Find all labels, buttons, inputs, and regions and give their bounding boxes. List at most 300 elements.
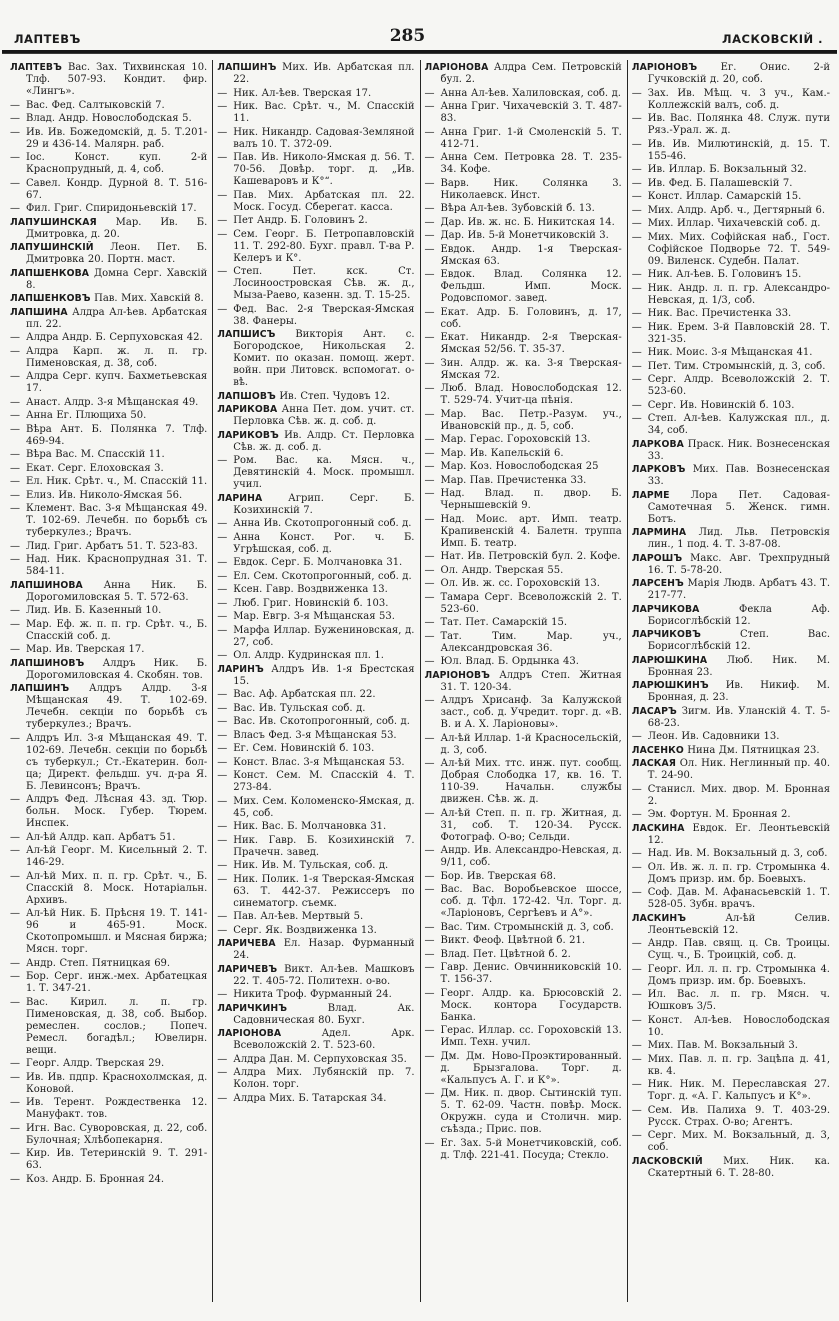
- directory-entry: — Мих. Мих. Софійская наб., Гост. Софійское Подворье 72. Т. 549-09. Виленск. Судебн. Палат.: [631, 231, 830, 267]
- ditto-dash: —: [217, 729, 228, 741]
- directory-entry: — Алдръ Хрисанф. За Калужской заст., соб. д. Учредит. торг. д. «В. В. и А. Х. Ларіоновы».: [424, 695, 622, 730]
- directory-entry: ЛАПШИНЪ Мих. Ив. Арбатская пл. 22.: [217, 62, 415, 85]
- entry-surname: ЛАРЧИКОВА: [631, 603, 700, 615]
- ditto-dash: —: [217, 743, 228, 754]
- entry-surname: ЛАПШИНА: [10, 306, 68, 318]
- ditto-dash: —: [10, 410, 20, 421]
- directory-entry: ЛАСКИНЪ Ал-ѣй Селив. Леонтьевскій 12.: [631, 912, 830, 936]
- directory-entry: — Ник. Полик. 1-я Тверская-Ямская 63. Т. 442-37. Режиссеръ по синематогр. съемк.: [217, 873, 415, 909]
- ditto-dash: —: [10, 996, 20, 1008]
- directory-entry: — Савел. Кондр. Дурной 8. Т. 516-67.: [10, 177, 208, 201]
- ditto-dash: —: [424, 845, 435, 856]
- ditto-dash: —: [631, 347, 642, 358]
- ditto-dash: —: [217, 152, 228, 163]
- ditto-dash: —: [10, 644, 20, 655]
- directory-entry: ЛАРЧИКОВЪ Степ. Вас. Борисоглѣбскій 12.: [631, 629, 830, 652]
- directory-entry: ЛАРИЧЕВЪ Викт. Ал-ѣев. Машковъ 22. Т. 405-72. Политехн. о-во.: [217, 963, 415, 987]
- directory-entry: — Елиз. Ив. Николо-Ямская 56.: [10, 489, 183, 501]
- ditto-dash: —: [424, 87, 435, 99]
- ditto-dash: —: [10, 618, 20, 630]
- directory-entry: — Ник. Ал-ѣев. Тверская 17.: [217, 87, 372, 99]
- entry-surname: ЛАРИНА: [217, 492, 263, 504]
- directory-entry: — Клемент. Вас. 3-я Мѣщанская 49. Т. 102-69. Лечебн. по борьбѣ съ туберкулез.; Врачъ.: [10, 503, 208, 538]
- directory-entry: — Леон. Ив. Садовники 13.: [631, 731, 780, 742]
- directory-entry: — Ив. Ив. Милютинскій, д. 15. Т. 155-46.: [631, 138, 830, 162]
- entry-surname: ЛАРОШЪ: [631, 552, 683, 564]
- ditto-dash: —: [424, 987, 435, 999]
- directory-entry: — Тат. Тим. Мар. уч., Александровская 36.: [424, 630, 622, 654]
- directory-entry: — Ив. Вас. Полянка 48. Служ. пути Ряз.-Урал. ж. д.: [631, 113, 830, 136]
- directory-entry: — Ксен. Гавр. Воздвиженка 13.: [217, 584, 388, 595]
- ditto-dash: —: [10, 831, 20, 843]
- directory-entry: — Станисл. Мих. двор. М. Бронная 2.: [631, 783, 830, 807]
- directory-entry: — Бор. Серг. инж.-мех. Арбатецкая 1. Т. 347-21.: [10, 971, 208, 994]
- directory-entry: — Ал-ѣй Иллар. 1-й Красносельскій, д. 3, соб.: [424, 732, 622, 756]
- directory-entry: ЛАПШИНЪ Алдръ Алдр. 3-я Мѣщанская 49. Т. 102-69. Лечебн. секціи по борьбѣ съ туберкулез.; Врачъ.: [10, 683, 208, 730]
- directory-entry: — Ник. Вас. Срѣт. ч., М. Спасскій 11.: [217, 101, 415, 124]
- directory-entry: — Мих. Алдр. Арб. ч., Дегтярный 6.: [631, 204, 826, 216]
- ditto-dash: —: [10, 605, 20, 616]
- running-head-right: ЛАСКОВСКІЙ .: [722, 32, 823, 46]
- ditto-dash: —: [631, 113, 642, 124]
- directory-entry: — Марфа Иллар. Бужениновская, д. 27, соб.: [217, 624, 415, 648]
- directory-entry: — Ал-ѣй Георг. М. Кисельный 2. Т. 146-29.: [10, 845, 208, 868]
- ditto-dash: —: [217, 821, 228, 832]
- ditto-dash: —: [424, 935, 435, 946]
- ditto-dash: —: [424, 591, 435, 603]
- ditto-dash: —: [631, 177, 642, 189]
- directory-entry: — Дм. Ник. п. двор. Сытинскій туп. 5. Т. 62-09. Частн. повѣр. Моск. Окружн. суда и Столичн. мир. съѣзда.; Прис. пов.: [424, 1088, 622, 1135]
- directory-entry: — Ал-ѣй Алдр. кап. Арбатъ 51.: [10, 831, 176, 843]
- directory-entry: — Сем. Георг. Б. Петропавловскій 11. Т. 292-80. Бухг. правл. Т-ва Р. Келеръ и К°.: [217, 228, 415, 264]
- column-2: [213, 60, 420, 1302]
- directory-entry: — Фед. Вас. 2-я Тверская-Ямская 38. Фанеры.: [217, 303, 415, 327]
- ditto-dash: —: [217, 101, 228, 112]
- ditto-dash: —: [424, 216, 435, 228]
- header-rule: [2, 50, 837, 54]
- ditto-dash: —: [631, 963, 642, 975]
- directory-entry: — Никита Троф. Фурманный 24.: [217, 989, 392, 1000]
- directory-entry: — Вас. Аф. Арбатская пл. 22.: [217, 689, 376, 700]
- ditto-dash: —: [424, 408, 435, 420]
- directory-entry: ЛАРИНЪ Алдръ Ив. 1-я Брестская 15.: [217, 663, 415, 687]
- directory-entry: — Ник. Ерем. 3-й Павловскій 28. Т. 321-35.: [631, 321, 830, 345]
- ditto-dash: —: [631, 887, 642, 898]
- directory-entry: ЛАРКОВЪ Мих. Пав. Вознесенская 33.: [631, 464, 830, 487]
- ditto-dash: —: [217, 770, 228, 781]
- directory-entry: — Ал-ѣй Ник. Б. Прѣсня 19. Т. 141-96 и 465-91. Моск. Скотопромышл. и Мясная биржа; Мясн. торг.: [10, 908, 208, 955]
- directory-entry: — Эм. Фортун. М. Бронная 2.: [631, 809, 791, 820]
- ditto-dash: —: [631, 989, 642, 1000]
- directory-entry: — Над. Ник. Краснопрудная 31. Т. 584-11.: [10, 554, 208, 577]
- ditto-dash: —: [217, 756, 228, 768]
- directory-entry: — Фил. Григ. Спиридоньевскій 17.: [10, 203, 197, 214]
- directory-entry: — Алдръ Фед. Лѣсная 43. зд. Тюр. больн. Моск. Губер. Тюрем. Инспек.: [10, 794, 208, 829]
- directory-entry: — Ник. Вас. Пречистенка 33.: [631, 308, 792, 319]
- directory-entry: — Конст. Влас. 3-я Мѣщанская 53.: [217, 756, 405, 768]
- entry-surname: ЛАПШЕНКОВЪ: [10, 293, 91, 304]
- ditto-dash: —: [217, 215, 228, 226]
- directory-entry: ЛАРИЧЕВА Ел. Назар. Фурманный 24.: [217, 938, 415, 961]
- directory-entry: — Мих. Сем. Коломенско-Ямская, д. 45, соб.: [217, 795, 415, 819]
- directory-entry: — Лид. Ив. Б. Казенный 10.: [10, 605, 162, 616]
- ditto-dash: —: [217, 455, 228, 466]
- directory-entry: — Анна Сем. Петровка 28. Т. 235-34. Кофе.: [424, 152, 622, 175]
- directory-entry: — Пет. Тим. Стромынскій, д. 3, соб.: [631, 360, 826, 372]
- ditto-dash: —: [217, 1053, 228, 1065]
- ditto-dash: —: [217, 228, 228, 240]
- ditto-dash: —: [217, 795, 228, 807]
- directory-entry: — Алдра Мих. Б. Татарская 34.: [217, 1092, 387, 1104]
- ditto-dash: —: [10, 476, 20, 487]
- ditto-dash: —: [10, 503, 20, 514]
- directory-entry: ЛАРЮШКИНА Люб. Ник. М. Бронная 23.: [631, 654, 830, 678]
- ditto-dash: —: [10, 449, 20, 460]
- ditto-dash: —: [10, 177, 20, 189]
- directory-entry: — Ром. Вас. ка. Мясн. ч., Девятинскій 4. Моск. промышл. учил.: [217, 455, 415, 490]
- directory-entry: — Сем. Ив. Палиха 9. Т. 403-29. Русск. Страх. О-во; Агентъ.: [631, 1104, 830, 1128]
- entry-surname: ЛАПШИНОВА: [10, 579, 83, 591]
- entry-surname: ЛАРЮШКИНЪ: [631, 680, 709, 691]
- directory-entry: ЛАРИНА Агрип. Серг. Б. Козихинскій 7.: [217, 492, 415, 516]
- running-head-left: ЛАПТЕВЪ: [14, 32, 81, 46]
- ditto-dash: —: [631, 1079, 642, 1090]
- ditto-dash: —: [631, 138, 642, 150]
- directory-entry: — Мар. Евгр. 3-я Мѣщанская 53.: [217, 611, 395, 622]
- directory-entry: — Степ. Пет. кск. Ст. Лосиноостровская Сѣв. ж. д., Мыза-Раево, казенн. зд. Т. 15-25.: [217, 266, 415, 301]
- ditto-dash: —: [631, 413, 642, 424]
- ditto-dash: —: [10, 489, 20, 501]
- directory-entry: — Мар. Вас. Петр.-Разум. уч., Ивановскій пр., д. 5, соб.: [424, 408, 622, 432]
- directory-entry: — Вас. Тим. Стромынскій д. 3, соб.: [424, 921, 614, 933]
- ditto-dash: —: [424, 884, 435, 895]
- entry-surname: ЛАРИЧЕВА: [217, 938, 276, 949]
- directory-entry: — Екат. Адр. Б. Головинъ, д. 17, соб.: [424, 306, 622, 330]
- ditto-dash: —: [217, 611, 228, 622]
- directory-entry: — Влад. Пет. Цвѣтной б. 2.: [424, 948, 571, 960]
- ditto-dash: —: [10, 554, 20, 565]
- ditto-dash: —: [217, 584, 228, 595]
- entry-surname: ЛАРИКОВЪ: [217, 429, 279, 441]
- directory-entry: — Пав. Ив. Николо-Ямская д. 56. Т. 70-56. Довѣр. торг. д. „Ив. Кашеваровъ и К°“.: [217, 152, 415, 187]
- directory-entry: — Мар. Коз. Новослободская 25: [424, 461, 599, 472]
- column-4: [628, 60, 835, 1302]
- ditto-dash: —: [217, 873, 228, 885]
- ditto-dash: —: [10, 99, 20, 111]
- ditto-dash: —: [217, 303, 228, 315]
- ditto-dash: —: [217, 570, 228, 582]
- directory-entry: — Серг. Мих. М. Вокзальный, д. 3, соб.: [631, 1130, 830, 1153]
- directory-entry: — Нат. Ив. Петровскій бул. 2. Кофе.: [424, 551, 621, 562]
- directory-entry: — Пав. Мих. Арбатская пл. 22. Моск. Госуд. Сберегат. касса.: [217, 189, 415, 213]
- entry-surname: ЛАРІОНОВА: [217, 1028, 282, 1039]
- page-header: [0, 0, 839, 50]
- directory-entry: — Ник. Вас. Б. Молчановка 31.: [217, 821, 387, 832]
- ditto-dash: —: [10, 345, 20, 357]
- entry-surname: ЛАПШИНЪ: [10, 683, 70, 694]
- ditto-dash: —: [631, 1130, 642, 1141]
- directory-entry: — Коз. Андр. Б. Бронная 24.: [10, 1173, 165, 1185]
- entry-surname: ЛАРЧИКОВЪ: [631, 629, 701, 640]
- directory-entry: — Мар. Герас. Гороховскій 13.: [424, 434, 591, 445]
- directory-entry: — Герас. Иллар. сс. Гороховскій 13. Имп. Техн. учил.: [424, 1025, 622, 1048]
- directory-entry: — Екат. Серг. Елоховская 3.: [10, 462, 164, 474]
- directory-entry: — Ал-ѣй Степ. п. п. гр. Житная, д. 31, соб. Т. 120-34. Русск. Фотограф. О-во; Сельди.: [424, 807, 622, 843]
- directory-entry: — Алдра Дан. М. Серпуховская 35.: [217, 1053, 407, 1065]
- entry-surname: ЛАРІОНОВА: [424, 62, 489, 73]
- ditto-dash: —: [10, 908, 20, 919]
- directory-entry: — Анна Григ. Чихачевскій 3. Т. 487-83.: [424, 101, 622, 124]
- ditto-dash: —: [10, 126, 20, 138]
- ditto-dash: —: [424, 203, 435, 214]
- ditto-dash: —: [424, 1088, 435, 1099]
- ditto-dash: —: [424, 732, 435, 744]
- ditto-dash: —: [424, 357, 435, 369]
- ditto-dash: —: [424, 177, 435, 189]
- directory-entry: — Власъ Фед. 3-я Мѣщанская 53.: [217, 729, 397, 741]
- ditto-dash: —: [631, 731, 642, 742]
- directory-entry: — Викт. Феоф. Цвѣтной б. 21.: [424, 935, 586, 946]
- directory-entry: — Ив. Терент. Рождественка 12. Мануфакт. тов.: [10, 1097, 208, 1120]
- ditto-dash: —: [217, 924, 228, 936]
- ditto-dash: —: [631, 783, 642, 795]
- directory-entry: — Люб. Григ. Новинскій б. 103.: [217, 597, 389, 609]
- directory-entry: — Евдок. Влад. Солянка 12. Фельдш. Имп. Моск. Родовспомог. завед.: [424, 269, 622, 304]
- directory-entry: — Іос. Конст. куп. 2-й Краснопрудный, д. 4, соб.: [10, 152, 208, 175]
- ditto-dash: —: [424, 230, 435, 241]
- directory-entry: ЛАРИЧКИНЪ Влад. Ак. Садовническая 80. Бухг.: [217, 1002, 415, 1026]
- directory-entry: — Люб. Влад. Новослободская 12. Т. 529-74. Учит-ца пѣнія.: [424, 383, 622, 406]
- entry-surname: ЛАПШОВЪ: [217, 390, 276, 402]
- directory-entry: — Дар. Ив. ж. нс. Б. Никитская 14.: [424, 216, 615, 228]
- directory-entry: — Серг. Як. Воздвиженка 13.: [217, 924, 377, 936]
- directory-entry: — Влад. Андр. Новослободская 5.: [10, 113, 192, 124]
- directory-entry: — Вѣра Ант. Б. Полянка 7. Тлф. 469-94.: [10, 423, 208, 447]
- ditto-dash: —: [424, 564, 435, 576]
- directory-entry: — Андр. Пав. свящ. ц. Св. Троицы. Сущ. ч., Б. Троицкій, соб. д.: [631, 938, 830, 961]
- directory-entry: — Алдра Карп. ж. л. п. гр. Пименовская, д. 38, соб.: [10, 345, 208, 369]
- entry-surname: ЛАПШИСЪ: [217, 329, 276, 340]
- ditto-dash: —: [10, 396, 20, 408]
- ditto-dash: —: [424, 126, 435, 138]
- entry-surname: ЛАРИКОВА: [217, 404, 278, 415]
- ditto-dash: —: [10, 1097, 20, 1108]
- directory-entry: — Зин. Алдр. ж. ка. 3-я Тверская-Ямская 72.: [424, 357, 622, 381]
- ditto-dash: —: [424, 383, 435, 394]
- directory-entry: — Лид. Григ. Арбатъ 51. Т. 523-83.: [10, 540, 198, 552]
- directory-entry: — Евдок. Андр. 1-я Тверская-Ямская 63.: [424, 243, 622, 267]
- ditto-dash: —: [10, 1122, 20, 1134]
- directory-entry: — Конст. Ал-ѣев. Новослободская 10.: [631, 1014, 830, 1038]
- ditto-dash: —: [631, 218, 642, 229]
- ditto-dash: —: [10, 113, 20, 124]
- directory-entry: ЛАРКОВА Праск. Ник. Вознесенская 33.: [631, 438, 830, 462]
- directory-entry: ЛАРМЕ Лора Пет. Садовая-Самотечная 5. Женск. гимн. Ботъ.: [631, 489, 830, 525]
- directory-entry: ЛАРЮШКИНЪ Ив. Никиф. М. Бронная, д. 23.: [631, 680, 830, 703]
- directory-entry: — Алдръ Ил. 3-я Мѣщанская 49. Т. 102-69. Лечебн. секціи по борьбѣ съ туберкул.; Ст.-Екатерин. бол-ца; Директ. фельдш. уч. д-ра Я. Б. Левинсонъ; Врачъ.: [10, 732, 208, 792]
- entry-surname: ЛАСКИНА: [631, 822, 685, 834]
- entry-surname: ЛАСКАЯ: [631, 758, 677, 769]
- directory-entry: — Георг. Ил. л. п. гр. Стромынка 4. Домъ призр. им. бр. Боевыхъ.: [631, 963, 830, 987]
- directory-entry: — Анна Ег. Плющиха 50.: [10, 410, 147, 421]
- directory-entry: — Ал-ѣй Мих. п. п. гр. Срѣт. ч., Б. Спасскій 8. Моск. Нотаріальн. Архивъ.: [10, 870, 208, 906]
- entry-surname: ЛАРКОВА: [631, 438, 684, 450]
- ditto-dash: —: [10, 332, 20, 343]
- ditto-dash: —: [217, 1067, 228, 1078]
- directory-entry: — Вѣра Вас. М. Спасскій 11.: [10, 449, 165, 460]
- ditto-dash: —: [424, 656, 435, 667]
- directory-entry: — Ив. Иллар. Б. Вокзальный 32.: [631, 164, 807, 175]
- ditto-dash: —: [10, 794, 20, 805]
- directory-entry: — Конст. Иллар. Самарскій 15.: [631, 191, 802, 202]
- directory-entry: — Екат. Никандр. 2-я Тверская-Ямская 52/56. Т. 35-37.: [424, 332, 622, 355]
- directory-entry: — Ол. Ив. ж. сс. Гороховскій 13.: [424, 578, 600, 589]
- entry-surname: ЛАСЕНКО: [631, 744, 684, 756]
- ditto-dash: —: [631, 1014, 642, 1026]
- ditto-dash: —: [424, 807, 435, 819]
- ditto-dash: —: [631, 809, 642, 820]
- directory-entry: — Вѣра Ал-ѣев. Зубовскій б. 13.: [424, 203, 595, 214]
- directory-entry: ЛАРІОНОВЪ Алдръ Степ. Житная 31. Т. 120-34.: [424, 669, 622, 693]
- ditto-dash: —: [631, 848, 642, 859]
- directory-entry: — Ол. Ив. ж. л. п. гр. Стромынка 4. Домъ призр. им. бр. Боевыхъ.: [631, 861, 830, 885]
- directory-entry: — Вас. Кирил. л. п. гр. Пименовская, д. 38, соб. Выбор. ремеслен. сослов.; Попеч. Ремесл. богадѣл.; Ювелирн. вещи.: [10, 996, 208, 1056]
- ditto-dash: —: [424, 1025, 435, 1036]
- entry-surname: ЛАСАРЪ: [631, 705, 677, 717]
- ditto-dash: —: [631, 360, 642, 372]
- ditto-dash: —: [424, 1137, 435, 1149]
- ditto-dash: —: [10, 870, 20, 882]
- directory-entry: ЛАПУШИНСКАЯ Мар. Ив. Б. Дмитровка, д. 20.: [10, 216, 208, 240]
- directory-entry: — Юл. Влад. Б. Ордынка 43.: [424, 656, 579, 667]
- entry-surname: ЛАПУШИНСКАЯ: [10, 216, 97, 228]
- entry-surname: ЛАРМИНА: [631, 527, 687, 538]
- entry-surname: ЛАРІОНОВЪ: [424, 669, 490, 681]
- ditto-dash: —: [10, 1148, 20, 1159]
- directory-entry: — Анна Конст. Рог. ч. Б. Угрѣшская, соб. д.: [217, 531, 415, 555]
- ditto-dash: —: [217, 650, 228, 661]
- ditto-dash: —: [631, 1053, 642, 1065]
- directory-entry: ЛАРІОНОВА Алдра Сем. Петровскій бул. 2.: [424, 62, 622, 85]
- directory-entry: — Ол. Андр. Тверская 55.: [424, 564, 564, 576]
- ditto-dash: —: [631, 938, 642, 949]
- directory-entry: ЛАРІОНОВА Адел. Арк. Всеволожскій 2. Т. 523-60.: [217, 1028, 415, 1051]
- ditto-dash: —: [424, 152, 435, 163]
- ditto-dash: —: [217, 689, 228, 700]
- directory-entry: ЛАПШЕНКОВЪ Пав. Мих. Хавскій 8.: [10, 293, 204, 304]
- ditto-dash: —: [631, 269, 642, 280]
- directory-entry: — Ник. Андр. л. п. гр. Александро-Невская, д. 1/3, соб.: [631, 282, 830, 306]
- ditto-dash: —: [10, 152, 20, 163]
- entry-surname: ЛАПУШИНСКІЙ: [10, 242, 94, 253]
- ditto-dash: —: [424, 434, 435, 445]
- ditto-dash: —: [631, 1104, 642, 1116]
- directory-entry: — Над. Ив. М. Вокзальный д. 3, соб.: [631, 848, 828, 859]
- directory-entry: — Бор. Ив. Тверская 68.: [424, 870, 557, 882]
- directory-entry: — Пав. Ал-ѣев. Мертвый 5.: [217, 911, 364, 922]
- directory-entry: ЛАРСЕНЪ Марія Людв. Арбатъ 43. Т. 217-77.: [631, 578, 830, 601]
- ditto-dash: —: [424, 461, 435, 472]
- ditto-dash: —: [217, 87, 228, 99]
- ditto-dash: —: [631, 321, 642, 333]
- ditto-dash: —: [217, 702, 228, 714]
- entry-surname: ЛАПШИНЪ: [217, 62, 277, 73]
- directory-entry: ЛАПШИНОВЪ Алдръ Ник. Б. Дорогомиловская 4. Скобян. тов.: [10, 657, 208, 681]
- directory-entry: — Серг. Ив. Новинскій б. 103.: [631, 399, 795, 411]
- directory-entry: — Гавр. Денис. Овчинниковскій 10. Т. 156-37.: [424, 962, 622, 985]
- ditto-dash: —: [424, 695, 435, 706]
- ditto-dash: —: [10, 1173, 20, 1185]
- directory-entry: ЛАСКИНА Евдок. Ег. Леонтьевскій 12.: [631, 822, 830, 846]
- directory-entry: — Конст. Сем. М. Спасскій 4. Т. 273-84.: [217, 770, 415, 793]
- ditto-dash: —: [424, 948, 435, 960]
- ditto-dash: —: [10, 462, 20, 474]
- directory-entry: — Мих. Иллар. Чихачевскій соб. д.: [631, 218, 821, 229]
- directory-entry: — Степ. Ал-ѣев. Калужская пл., д. 34, соб.: [631, 413, 830, 436]
- directory-entry: ЛАСКАЯ Ол. Ник. Неглинный пр. 40. Т. 24-90.: [631, 758, 830, 781]
- directory-entry: — Алдра Андр. Б. Серпуховская 42.: [10, 332, 203, 343]
- ditto-dash: —: [631, 1040, 642, 1051]
- directory-entry: — Ник. Ал-ѣев. Б. Головинъ 15.: [631, 269, 802, 280]
- directory-entry: — Ег. Зах. 5-й Монетчиковскій, соб. д. Тлф. 221-41. Посуда; Стекло.: [424, 1137, 622, 1161]
- ditto-dash: —: [424, 921, 435, 933]
- ditto-dash: —: [217, 266, 228, 277]
- ditto-dash: —: [631, 87, 642, 99]
- directory-entry: — Ник. Ив. М. Тульская, соб. д.: [217, 860, 389, 871]
- directory-entry: — Варв. Ник. Солянка 3. Николаевск. Инст.: [424, 177, 622, 201]
- ditto-dash: —: [217, 597, 228, 609]
- directory-entry: — Ник. Никандр. Садовая-Земляной валъ 10. Т. 372-09.: [217, 126, 415, 150]
- directory-entry: ЛАПШИНОВА Анна Ник. Б. Дорогомиловская 5. Т. 572-63.: [10, 579, 208, 603]
- directory-entry: — Тат. Пет. Самарскій 15.: [424, 617, 568, 628]
- ditto-dash: —: [424, 617, 435, 628]
- directory-entry: ЛАРИКОВА Анна Пет. дом. учит. ст. Перловка Сѣв. ж. д. соб. д.: [217, 404, 415, 427]
- directory-entry: — Андр. Ив. Александро-Невская, д. 9/11, соб.: [424, 845, 622, 868]
- directory-entry: — Ал-ѣй Мих. ттс. инж. пут. сообщ. Добрая Слободка 17, кв. 16. Т. 110-39. Начальн. службы движен. Сѣв. ж. д.: [424, 758, 622, 805]
- ditto-dash: —: [217, 716, 228, 727]
- directory-entry: ЛАПШИСЪ Викторія Ант. с. Богородское, Никольская 2. Комит. по оказан. помощ. жерт. войн. при Литовск. вспомогат. о-вѣ.: [217, 329, 415, 388]
- ditto-dash: —: [631, 282, 642, 294]
- ditto-dash: —: [631, 191, 642, 202]
- ditto-dash: —: [217, 911, 228, 922]
- ditto-dash: —: [631, 231, 642, 243]
- entry-surname: ЛАРМЕ: [631, 489, 670, 501]
- ditto-dash: —: [10, 957, 20, 969]
- ditto-dash: —: [424, 488, 435, 499]
- directory-entry: — Георг. Алдр. Тверская 29.: [10, 1058, 165, 1069]
- directory-entry: — Алдра Мих. Лубянскій пр. 7. Колон. торг.: [217, 1067, 415, 1090]
- directory-entry: — Анна Ив. Скотопрогонный соб. д.: [217, 518, 412, 529]
- directory-entry: ЛАПУШИНСКІЙ Леон. Пет. Б. Дмитровка 20. Портн. маст.: [10, 242, 208, 265]
- directory-entry: ЛАРИКОВЪ Ив. Алдр. Ст. Перловка Сѣв. ж. д. соб. д.: [217, 429, 415, 453]
- ditto-dash: —: [217, 189, 228, 201]
- entry-surname: ЛАРСЕНЪ: [631, 578, 684, 589]
- ditto-dash: —: [424, 513, 435, 525]
- ditto-dash: —: [631, 308, 642, 319]
- directory-entry: — Ник. Моис. 3-я Мѣщанская 41.: [631, 347, 813, 358]
- directory-entry: — Анна Ал-ѣев. Халиловская, соб. д.: [424, 87, 621, 99]
- directory-entry: — Пет Андр. Б. Головинъ 2.: [217, 215, 368, 226]
- directory-entry: — Ел. Ник. Срѣт. ч., М. Спасскій 11.: [10, 476, 208, 487]
- column-1: [6, 60, 213, 1302]
- ditto-dash: —: [217, 518, 228, 529]
- directory-entry: ЛАРОШЪ Макс. Авг. Трехпрудный 16. Т. 5-78-20.: [631, 552, 830, 576]
- page-number: 285: [389, 26, 426, 46]
- ditto-dash: —: [424, 269, 435, 280]
- entry-surname: ЛАРИЧЕВЪ: [217, 963, 278, 975]
- ditto-dash: —: [424, 758, 435, 769]
- directory-entry: — Ник. Ник. М. Переславская 27. Торг. д. «А. Г. Кальпусъ и К°».: [631, 1079, 830, 1102]
